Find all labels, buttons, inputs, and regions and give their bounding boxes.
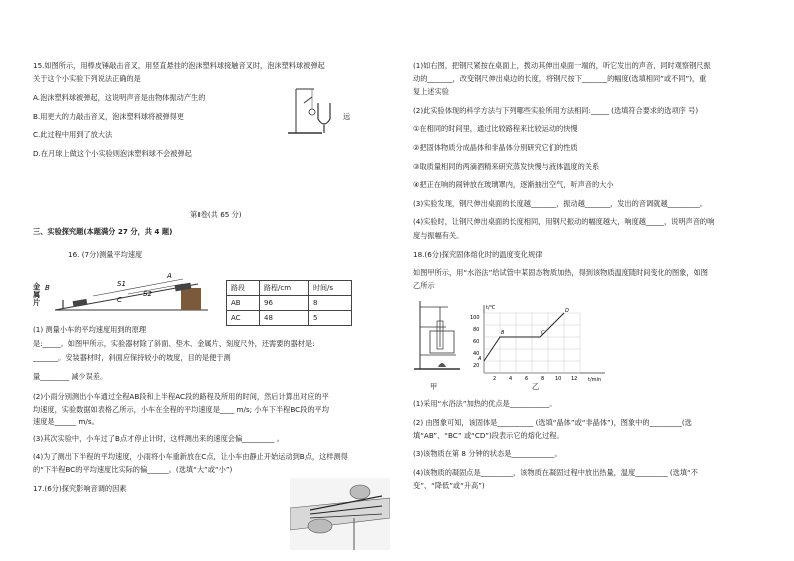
figure-jia-caption: 甲 (430, 382, 438, 391)
q17-part1-line1: (1)如右图，把钢尺紧按在桌面上，拨动其伸出桌面一端的，听它发出的声音，同时观察钢尺振 (413, 61, 711, 70)
q15-stem-line1: 15.如图所示，用棒皮锤敲击音叉，用竖直悬挂的泡沫塑料球接触音叉时，泡沫塑料球被弹起 (33, 61, 325, 70)
q18-intro-line2: 乙所示 (413, 281, 435, 290)
q15-option-b-end: 远 (343, 112, 351, 121)
q15-option-d: D.在月球上做这个小实验则泡沫塑料球不会被弹起 (33, 149, 192, 158)
q17-part2: (2)此实验体现的科学方法与下列哪些实验所用方法相同:_____ (选填符合要求的选项序 号) (413, 106, 699, 115)
q17-part4-line2: 度与振幅有关。 (413, 231, 464, 240)
table-cell: 8 (309, 296, 352, 311)
figure-yi-caption: 乙 (532, 382, 540, 391)
q16-part1-line4: 量________ 减少误差。 (33, 372, 108, 381)
table-cell: 48 (260, 311, 309, 326)
x-tick-label: 12 (571, 376, 578, 382)
q16-part4-line2: 的“下半程BC的平均速度比实际的偏______。(选填“大”或“小”) (33, 465, 233, 474)
q18-intro-line1: 如图甲所示，用“水浴法”给试管中某固态物质加热，得到该物质温度随时间变化的图象，如图 (413, 268, 708, 277)
point-c: C (541, 330, 545, 336)
q17-part3: (3)实验发现，钢尺伸出桌面的长度越_______，振动越_______，发出的音调就越_________。 (413, 199, 708, 208)
point-b: B (501, 330, 505, 336)
part2-title: 第Ⅱ卷(共 65 分) (190, 210, 242, 219)
x-tick-label: 10 (555, 376, 562, 382)
y-tick-label: 80 (473, 327, 480, 333)
x-tick-label: 4 (509, 376, 513, 382)
q16-part1-line2: 是:_____。如图甲所示，实验器材除了斜面、垫木、金属片、刻度尺外，还需要的器材是: (33, 339, 315, 348)
y-tick-label: 100 (470, 315, 480, 321)
q17-option-3: ③取质量相同的两滴酒精来研究蒸发快慢与液体温度的关系 (413, 162, 600, 171)
q16-part1-line1: (1) 测量小车的平均速度用到的原理 (33, 325, 147, 334)
table-header: 路段 (227, 281, 260, 296)
steel-ruler-figure (290, 478, 390, 550)
table-header: 时间/s (309, 281, 352, 296)
q18-part2-line2: 填“AB”、“BC” 或“CD”)段表示它的熔化过程。 (413, 431, 564, 440)
q17-option-4: ④把正在响的闹钟放在玻璃罩内，逐渐抽出空气，听声音的大小 (413, 180, 614, 189)
table-cell: AC (227, 311, 260, 326)
section3-heading: 三、实验探究题(本题满分 27 分，共 4 题) (33, 227, 173, 236)
y-tick-label: 40 (473, 351, 480, 357)
incline-figure (33, 262, 208, 322)
q15-option-b: B.用更大的力敲击音叉，泡沫塑料球将被弹得更 (33, 112, 184, 121)
graph-x-label: t/min (588, 377, 602, 383)
q18-part4-line2: 变”、“降低”或“升高”) (413, 481, 485, 490)
table-row (227, 296, 352, 311)
q17-part1-line3: 复上述实验 (413, 87, 449, 96)
q16-part3: (3)其次实验中，小车过了B点才停止计时，这样测出来的速度会偏_________ 。 (33, 434, 284, 443)
table-header-row (227, 281, 352, 296)
y-tick-label: 20 (473, 363, 480, 369)
x-tick-label: 2 (493, 376, 497, 382)
label-c: C (117, 296, 122, 304)
q18-part2-line1: (2) 由图象可知，该固体是__________ (选填“晶体”或“非晶体”)，图象中的_________(选 (413, 418, 692, 427)
table-header: 路程/cm (260, 281, 309, 296)
graph-y-label: t/℃ (486, 305, 496, 311)
x-tick-label: 6 (525, 376, 529, 382)
q18-title: 18.(6分)探究固体熔化时的温度变化规律 (413, 250, 543, 259)
tuning-fork-figure (282, 83, 342, 138)
water-bath-apparatus-figure (410, 297, 470, 382)
q16-part4-line1: (4)为了测出下半程的平均速度，小雨将小车重新放在C点，让小车由静止开始运动到B点，这样测得 (33, 452, 348, 461)
q15-option-c: C.此过程中用到了放大法 (33, 130, 113, 139)
point-d: D (565, 308, 569, 314)
table-cell: 96 (260, 296, 309, 311)
q17-option-2: ②把固体物质分成晶体和非晶体分别研究它们的性质 (413, 143, 578, 152)
x-tick-label: 8 (541, 376, 545, 382)
table-row (227, 311, 352, 326)
label-s1: S1 (117, 280, 126, 288)
table-cell: 5 (309, 311, 352, 326)
y-tick-label: 60 (473, 339, 480, 345)
metal-plate-label: 金属片 (33, 282, 41, 307)
table-cell: AB (227, 296, 260, 311)
q18-part3: (3)该物质在第 8 分钟的状态是____________。 (413, 449, 562, 458)
q17-option-1: ①在相同的时间里，通过比较路程来比较运动的快慢 (413, 124, 578, 133)
q17-part1-line2: 动的_______，改变钢尺伸出桌边的长度，将钢尺按下_______的幅度(选填相同”或不同”)，重 (413, 74, 707, 83)
q17-part4-line1: (4)实验时，让钢尺伸出桌面的长度相同，用钢尺振动的幅度越大，响度越_____，说明声音的响 (413, 217, 715, 226)
q15-option-a: A.泡沫塑料球被弹起，这说明声音是由物体振动产生的 (33, 93, 206, 102)
q16-part1-line3: _______。安装器材时，斜面应保持较小的坡度，目的是便于测 (33, 353, 231, 362)
q16-part2-line1: (2)小雨分别测出小车通过全程AB段和上半程AC段的路程及所用的时间，然后计算出对应的平 (33, 392, 329, 401)
speed-table (226, 280, 352, 326)
label-b: B (45, 284, 50, 292)
q15-stem-line2: 关于这个小实验下列说法正确的是 (33, 74, 141, 83)
label-s2: S2 (143, 290, 152, 298)
melting-graph (470, 303, 610, 383)
label-a: A (167, 272, 172, 280)
q16-title: 16. (7分)测量平均速度 (68, 250, 143, 259)
graph-grid (484, 313, 580, 373)
q18-part1: (1)采用“水浴法”加热的优点是___________。 (413, 399, 557, 408)
q17-title: 17.(6分)探究影响音调的因素 (33, 484, 127, 493)
q16-part2-line3: 速度是______ m/s。 (33, 417, 99, 426)
point-a: A (478, 356, 482, 362)
q18-part4-line1: (4)该物质的凝固点是_________，该物质在凝固过程中放出热量，温度_________ (选填“不 (413, 468, 698, 477)
q16-part2-line2: 均速度，实验数据如表格乙所示，小车在全程的平均速度是____ m/s; 小车下半程BC段的平均 (33, 405, 329, 414)
